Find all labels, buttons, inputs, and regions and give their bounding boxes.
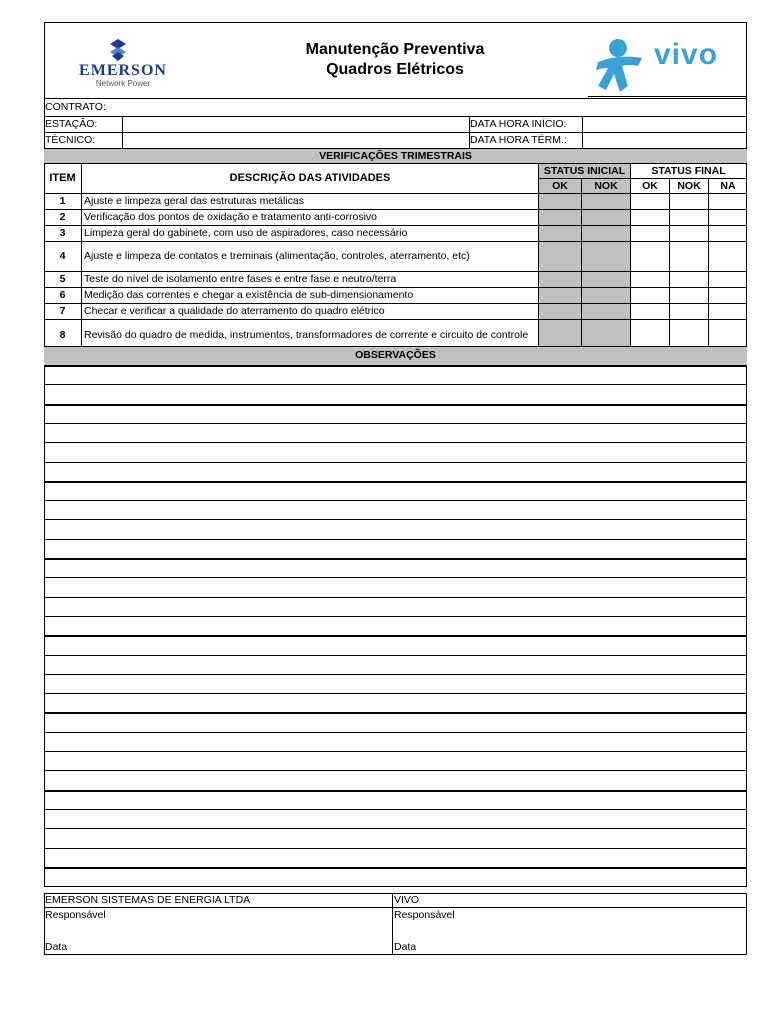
col-header-ok-inicial: OK [539, 179, 581, 193]
col-header-nok-final: NOK [677, 180, 701, 192]
emerson-emblem-icon [106, 38, 130, 62]
estacao-label: ESTAÇÃO: [45, 118, 98, 130]
observation-line [44, 404, 747, 406]
item-description: Revisão do quadro de medida, instrumentos, transformadores de corrente e circuito de controle [84, 328, 529, 341]
data-hora-inicio-label: DATA HORA INÍCIO: [470, 118, 567, 130]
observation-line [44, 558, 747, 560]
observation-line [44, 674, 747, 675]
vivo-brand-text: vivo [654, 38, 719, 71]
table-row [44, 226, 747, 241]
item-number: 4 [59, 250, 66, 262]
gridline [630, 164, 631, 346]
observation-line [44, 365, 747, 367]
item-description: Checar e verificar a qualidade do aterramento do quadro elétrico [84, 305, 385, 317]
data-hora-inicio-field[interactable] [582, 117, 747, 132]
status-inicial-ok-cell[interactable] [539, 194, 581, 209]
emerson-brand-text: EMERSON [79, 62, 167, 79]
table-row [44, 194, 747, 209]
status-final-na-cell[interactable] [709, 304, 747, 319]
title-line-2: Quadros Elétricos [326, 61, 464, 78]
status-final-na-cell[interactable] [709, 210, 747, 225]
estacao-field[interactable] [122, 117, 470, 132]
status-inicial-nok-cell[interactable] [582, 194, 630, 209]
col-header-status-inicial: STATUS INICIAL [539, 164, 630, 178]
observation-line [44, 577, 747, 578]
footer-left-data: Data [45, 941, 68, 953]
table-row [44, 210, 747, 225]
item-description: Teste do nível de isolamento entre fases e entre fase e neutro/terra [84, 273, 397, 285]
status-inicial-nok-cell[interactable] [582, 226, 630, 241]
status-final-ok-cell[interactable] [631, 272, 669, 287]
observation-line [44, 770, 747, 771]
observation-line [44, 442, 747, 443]
status-inicial-ok-cell[interactable] [539, 288, 581, 303]
contrato-label: CONTRATO: [45, 101, 106, 113]
footer-right-data: Data [394, 941, 417, 953]
status-final-nok-cell[interactable] [670, 194, 708, 209]
col-header-status-final: STATUS FINAL [651, 165, 726, 177]
col-header-na-final: NA [720, 180, 736, 192]
vivo-logo [592, 36, 742, 98]
table-row [44, 288, 747, 303]
status-final-nok-cell[interactable] [670, 288, 708, 303]
status-inicial-ok-cell[interactable] [539, 226, 581, 241]
observation-line [44, 790, 747, 792]
item-description: Limpeza geral do gabinete, com uso de aspiradores, caso necessário [84, 227, 408, 239]
item-number: 3 [59, 227, 66, 239]
status-final-na-cell[interactable] [709, 288, 747, 303]
observacoes-title: OBSERVAÇÕES [44, 347, 747, 365]
status-final-ok-cell[interactable] [631, 210, 669, 225]
status-final-na-cell[interactable] [709, 194, 747, 209]
observation-line [44, 539, 747, 540]
status-final-nok-cell[interactable] [670, 272, 708, 287]
status-final-ok-cell[interactable] [631, 226, 669, 241]
footer-right-responsavel: Responsável [394, 909, 455, 921]
observation-line [44, 655, 747, 656]
gridline [538, 164, 539, 346]
item-number: 6 [59, 289, 66, 301]
footer-right-company: VIVO [394, 894, 420, 906]
gridline [581, 179, 582, 346]
observation-line [44, 693, 747, 694]
status-inicial-nok-cell[interactable] [582, 242, 630, 271]
item-description: Medição das correntes e chegar a existência de sub-dimensionamento [84, 289, 414, 301]
item-number: 2 [59, 211, 66, 223]
divider [44, 98, 747, 99]
observation-line [44, 712, 747, 714]
status-inicial-nok-cell[interactable] [582, 272, 630, 287]
observation-line [44, 616, 747, 617]
table-row [44, 304, 747, 319]
footer-left-company: EMERSON SISTEMAS DE ENERGIA LTDA [45, 894, 251, 906]
form-title [244, 40, 546, 80]
item-number: 1 [59, 195, 66, 207]
gridline [81, 164, 82, 346]
status-inicial-nok-cell[interactable] [582, 304, 630, 319]
emerson-sub-text: Network Power [95, 79, 151, 88]
data-hora-term-label: DATA HORA TÉRM.: [470, 134, 567, 146]
status-inicial-ok-cell[interactable] [539, 210, 581, 225]
gridline [669, 179, 670, 346]
status-final-na-cell[interactable] [709, 272, 747, 287]
item-number: 8 [59, 329, 66, 341]
emerson-logo [64, 38, 182, 90]
status-inicial-ok-cell[interactable] [539, 272, 581, 287]
section-title: VERIFICAÇÕES TRIMESTRAIS [44, 149, 747, 163]
status-final-na-cell[interactable] [709, 242, 747, 271]
gridline [392, 893, 393, 955]
item-description: Ajuste e limpeza de contatos e treminais (alimentação, controles, aterramento, etc) [84, 250, 470, 262]
data-hora-term-field[interactable] [582, 133, 747, 148]
table-row [44, 242, 747, 271]
observation-line [44, 828, 747, 829]
observation-line [44, 751, 747, 752]
title-line-1: Manutenção Preventiva [305, 41, 485, 58]
status-final-ok-cell[interactable] [631, 288, 669, 303]
observation-line [44, 500, 747, 501]
status-final-ok-cell[interactable] [631, 304, 669, 319]
status-final-ok-cell[interactable] [631, 194, 669, 209]
observation-line [44, 423, 747, 424]
observation-line [44, 848, 747, 849]
observation-line [44, 635, 747, 637]
checklist-sheet [44, 22, 747, 955]
observation-line [44, 809, 747, 810]
observation-line [44, 867, 747, 869]
col-header-ok-final: OK [642, 180, 658, 192]
item-number: 7 [59, 305, 66, 317]
item-number: 5 [59, 273, 66, 285]
status-inicial-nok-cell[interactable] [582, 288, 630, 303]
observation-line [44, 732, 747, 733]
status-final-ok-cell[interactable] [631, 242, 669, 271]
col-header-nok-inicial: NOK [582, 179, 630, 193]
status-inicial-nok-cell[interactable] [582, 210, 630, 225]
status-final-nok-cell[interactable] [670, 210, 708, 225]
vivo-mascot-icon [592, 36, 650, 98]
table-row [44, 272, 747, 287]
status-inicial-ok-cell[interactable] [539, 242, 581, 271]
status-final-na-cell[interactable] [709, 226, 747, 241]
status-final-nok-cell[interactable] [670, 242, 708, 271]
gridline [708, 179, 709, 346]
observation-line [44, 462, 747, 463]
status-final-nok-cell[interactable] [670, 226, 708, 241]
item-description: Ajuste e limpeza geral das estruturas metálicas [84, 195, 305, 207]
status-inicial-ok-cell[interactable] [539, 304, 581, 319]
tecnico-field[interactable] [122, 133, 470, 148]
observation-line [44, 519, 747, 520]
observation-line [44, 384, 747, 385]
footer-left-responsavel: Responsável [45, 909, 106, 921]
col-header-item: ITEM [49, 172, 76, 184]
tecnico-label: TÉCNICO: [45, 134, 96, 146]
col-header-descricao: DESCRIÇÃO DAS ATIVIDADES [229, 172, 391, 184]
observation-line [44, 481, 747, 483]
observacoes-lines[interactable] [44, 365, 747, 887]
status-final-nok-cell[interactable] [670, 304, 708, 319]
observation-line [44, 597, 747, 598]
activity-list [44, 194, 747, 346]
item-description: Verificação dos pontos de oxidação e tratamento anti-corrosivo [84, 211, 378, 223]
